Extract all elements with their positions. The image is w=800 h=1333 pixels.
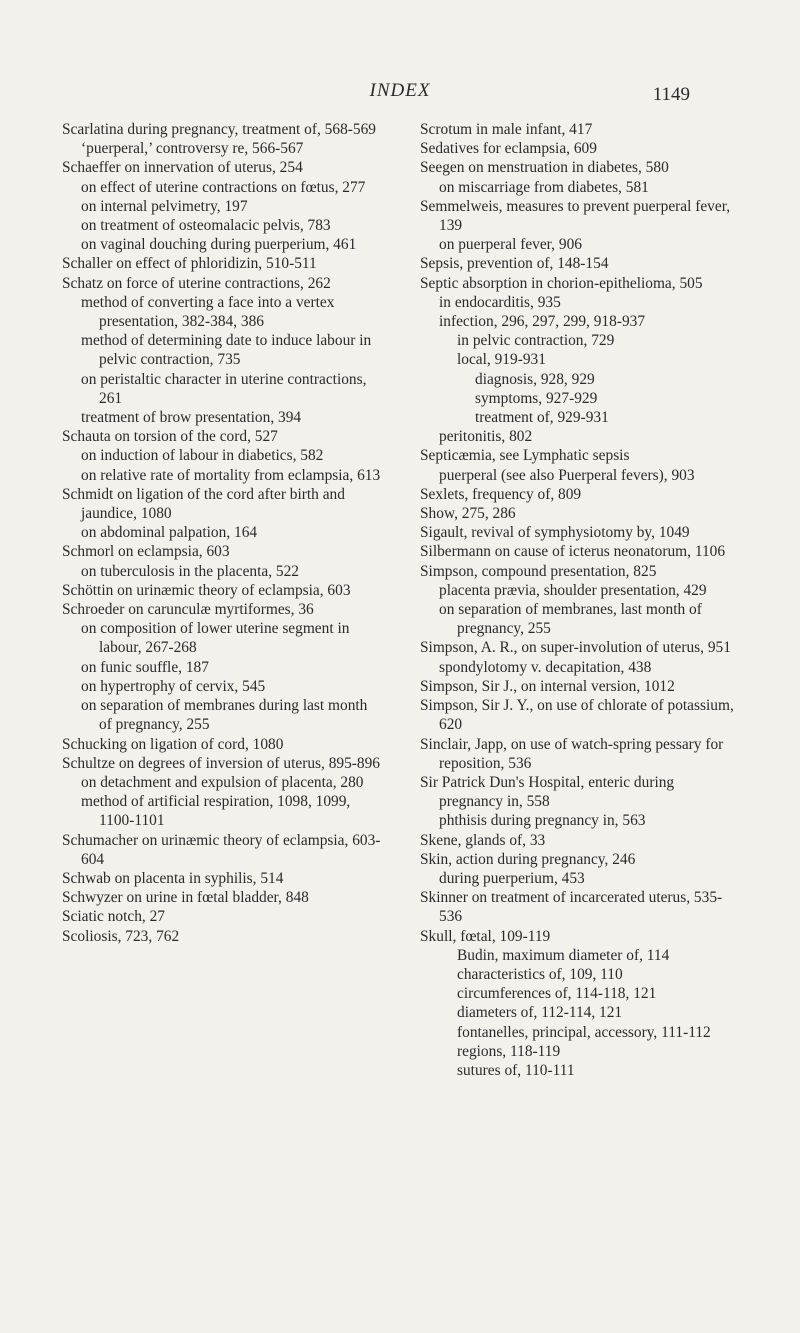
index-subentry: sutures of, 110-111	[457, 1061, 575, 1079]
index-subentry: characteristics of, 109, 110	[457, 965, 623, 983]
index-subentry: on abdominal palpation, 164	[81, 524, 258, 542]
index-entry: Schumacher on urinæmic theory of eclampsia, 603-604	[62, 831, 381, 868]
index-subentry: on induction of labour in diabetics, 582	[81, 447, 324, 465]
index-entry: Schmorl on eclampsia, 603	[62, 543, 230, 561]
index-subentry: on detachment and expulsion of placenta, 280	[81, 773, 364, 791]
index-entry: Skin, action during pregnancy, 246	[420, 850, 636, 868]
index-subentry: fontanelles, principal, accessory, 111-112	[457, 1023, 711, 1041]
index-subentry: infection, 296, 297, 299, 918-937	[439, 313, 646, 331]
index-subentry: diagnosis, 928, 929	[475, 370, 595, 388]
index-subentry: local, 919-931	[457, 351, 546, 369]
index-subentry: on separation of membranes, last month of pregnancy, 255	[439, 601, 702, 638]
index-subentry: peritonitis, 802	[439, 428, 533, 446]
index-subentry: method of artificial respiration, 1098, 1099, 1100-1101	[81, 793, 351, 830]
index-subentry: in pelvic contraction, 729	[457, 332, 615, 350]
index-subentry: during puerperium, 453	[439, 869, 585, 887]
index-entry: Schöttin on urinæmic theory of eclampsia, 603	[62, 581, 351, 599]
index-subentry: phthisis during pregnancy in, 563	[439, 812, 646, 830]
index-entry: Sepsis, prevention of, 148-154	[420, 255, 609, 273]
index-subentry: on relative rate of mortality from eclampsia, 613	[81, 466, 381, 484]
index-entry: Simpson, Sir J., on internal version, 1012	[420, 677, 675, 695]
index-subentry: treatment of, 929-931	[475, 409, 609, 427]
page-header	[0, 80, 800, 104]
index-entry: Scarlatina during pregnancy, treatment of, 568-569	[62, 121, 376, 138]
index-entry: Schaller on effect of phloridizin, 510-511	[62, 255, 317, 273]
index-subentry: on composition of lower uterine segment in labour, 267-268	[81, 620, 350, 657]
index-subentry: method of determining date to induce labour in pelvic contraction, 735	[81, 332, 372, 369]
index-entry: Simpson, Sir J. Y., on use of chlorate of potassium, 620	[420, 697, 734, 734]
index-entry: Simpson, A. R., on super-involution of uterus, 951	[420, 639, 731, 657]
index-entry: Schaeffer on innervation of uterus, 254	[62, 159, 303, 177]
index-subentry: on tuberculosis in the placenta, 522	[81, 562, 299, 580]
index-entry: Sciatic notch, 27	[62, 908, 166, 926]
index-entry: Seegen on menstruation in diabetes, 580	[420, 159, 669, 177]
index-entry: Skull, fœtal, 109-119	[420, 927, 551, 945]
index-entry: Septicæmia, see Lymphatic sepsis	[420, 447, 630, 465]
index-subentry: on peristaltic character in uterine contractions, 261	[81, 370, 367, 407]
index-subentry: regions, 118-119	[457, 1042, 561, 1060]
index-subentry: circumferences of, 114-118, 121	[457, 985, 657, 1003]
index-column-left	[62, 120, 382, 946]
index-entry: Sedatives for eclampsia, 609	[420, 140, 597, 158]
index-subentry: in endocarditis, 935	[439, 293, 561, 311]
index-entry: Show, 275, 286	[420, 505, 516, 523]
index-subentry: on hypertrophy of cervix, 545	[81, 677, 266, 695]
index-entry: Sigault, revival of symphysiotomy by, 1049	[420, 524, 690, 542]
index-subentry: on miscarriage from diabetes, 581	[439, 178, 649, 196]
index-subentry: on effect of uterine contractions on fœtus, 277	[81, 178, 366, 196]
index-subentry: method of converting a face into a vertex presentation, 382-384, 386	[81, 293, 335, 331]
index-entry: Schwyzer on urine in fœtal bladder, 848	[62, 889, 309, 907]
index-entry: Silbermann on cause of icterus neonatorum, 1106	[420, 543, 726, 561]
index-entry: Schwab on placenta in syphilis, 514	[62, 869, 284, 887]
index-entry: Skene, glands of, 33	[420, 831, 546, 849]
index-entry: Schucking on ligation of cord, 1080	[62, 735, 284, 753]
index-subentry: on funic souffle, 187	[81, 658, 209, 676]
index-subentry: Budin, maximum diameter of, 114	[457, 946, 670, 964]
page-number: 1149	[652, 84, 690, 105]
index-entry: Simpson, compound presentation, 825	[420, 562, 657, 580]
index-entry: Sinclair, Japp, on use of watch-spring pessary for reposition, 536	[420, 735, 724, 772]
index-subentry: puerperal (see also Puerperal fevers), 903	[439, 466, 695, 484]
index-subentry: on vaginal douching during puerperium, 461	[81, 236, 357, 254]
index-subentry: diameters of, 112-114, 121	[457, 1004, 623, 1022]
index-subentry: symptoms, 927-929	[475, 389, 598, 407]
index-column-right	[420, 120, 740, 1080]
index-subentry: on treatment of osteomalacic pelvis, 783	[81, 217, 331, 235]
index-entry: Sexlets, frequency of, 809	[420, 485, 582, 503]
index-entry: Schroeder on carunculæ myrtiformes, 36	[62, 601, 314, 619]
index-entry: Skinner on treatment of incarcerated uterus, 535-536	[420, 889, 723, 926]
index-entry: Schultze on degrees of inversion of uterus, 895-896	[62, 754, 380, 772]
index-entry: Schauta on torsion of the cord, 527	[62, 428, 278, 446]
index-subentry: on puerperal fever, 906	[439, 236, 582, 254]
index-subentry: on internal pelvimetry, 197	[81, 197, 248, 215]
index-subentry: placenta prævia, shoulder presentation, 429	[439, 581, 707, 599]
index-subentry: spondylotomy v. decapitation, 438	[439, 658, 652, 676]
running-title: INDEX	[369, 80, 431, 101]
index-entry: Septic absorption in chorion-epithelioma, 505	[420, 274, 703, 292]
index-subentry: treatment of brow presentation, 394	[81, 409, 302, 427]
index-entry: Scrotum in male infant, 417	[420, 121, 593, 138]
index-subentry: on separation of membranes during last month of pregnancy, 255	[81, 697, 368, 734]
index-subentry: ‘puerperal,’ controversy re, 566-567	[81, 140, 304, 158]
index-entry: Sir Patrick Dun's Hospital, enteric during pregnancy in, 558	[420, 773, 675, 811]
index-entry: Scoliosis, 723, 762	[62, 927, 180, 945]
index-entry: Schatz on force of uterine contractions, 262	[62, 274, 331, 292]
index-entry: Semmelweis, measures to prevent puerperal fever, 139	[420, 197, 731, 235]
index-entry: Schmidt on ligation of the cord after birth and jaundice, 1080	[62, 485, 345, 523]
